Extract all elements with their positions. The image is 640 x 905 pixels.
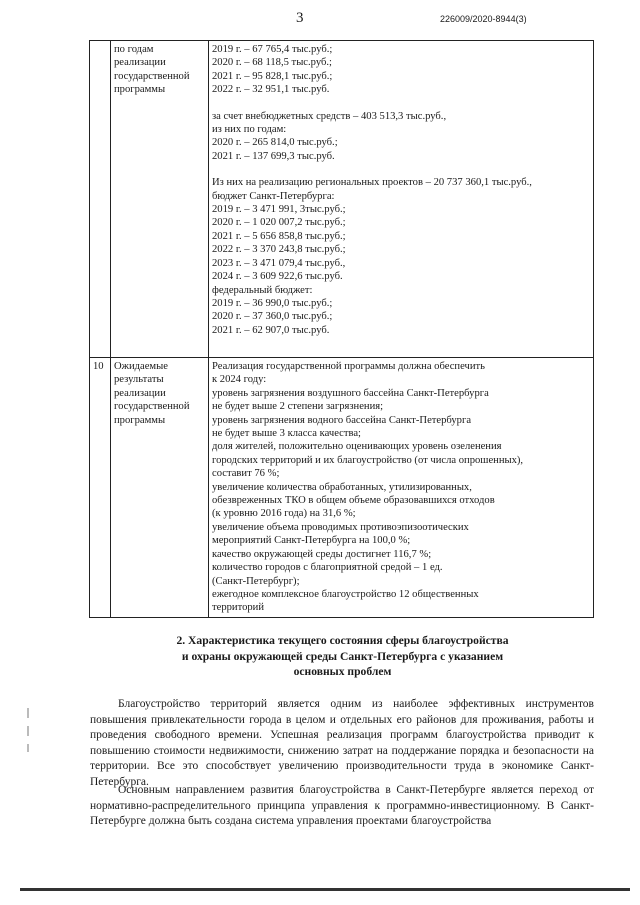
text-line: городских территорий и их благоустройство (от числа опрошенных), [212,454,524,466]
text-line: 2022 г. – 32 951,1 тыс.руб. [212,84,330,96]
row-number-cell: 10 [90,358,111,618]
text-line: результаты [114,374,164,386]
text-line: территорий [212,602,265,614]
text-line [212,97,590,110]
text-line: доля жителей, положительно оценивающих уровень озеленения [212,441,502,453]
text-line: к 2024 году: [212,374,267,386]
text-line: Из них на реализацию региональных проектов – 20 737 360,1 тыс.руб., [212,177,532,189]
text-line: государственной [114,70,190,82]
text-line: уровень загрязнения водного бассейна Санкт-Петербурга [212,414,472,426]
text-line: 2019 г. – 36 990,0 тыс.руб.; [212,297,333,309]
table-row-results [90,358,594,618]
text-line: (к уровню 2016 года) на 31,6 %; [212,508,356,520]
text-line: увеличение объема проводимых противоэпизоотических [212,521,469,533]
section-title-line: основных проблем [293,665,392,678]
text-line: Ожидаемые [114,361,168,372]
text-line: реализации [114,387,166,399]
text-line: не будет выше 2 степени загрязнения; [212,401,384,413]
margin-mark [27,744,29,752]
paragraph: Благоустройство территорий является одним из наиболее эффективных инструментов повышения привлекательности города в целом и отдельных его районов для проживания, работы и проведения свободного времени. Успешная реализация программ благоустройства приводит к повышению стоимости недвижимости, снижению затрат на поддержание порядка и безопасности на территории. Все это способствует увеличению производительности труда в экономике Санкт-Петербурга. [90,698,594,788]
text-line: 2020 г. – 37 360,0 тыс.руб.; [212,311,333,323]
text-line: 2021 г. – 137 699,3 тыс.руб. [212,150,335,162]
row-content-cell [209,358,594,618]
text-line: не будет выше 3 класса качества; [212,428,361,440]
text-line: 2023 г. – 3 471 079,4 тыс.руб., [212,257,346,269]
text-line: составит 76 %; [212,468,280,480]
text-line: 2022 г. – 3 370 243,8 тыс.руб.; [212,244,346,256]
text-line: государственной [114,401,190,413]
text-line: 2021 г. – 5 656 858,8 тыс.руб.; [212,230,346,242]
paragraph: Основным направлением развития благоустройства в Санкт-Петербурге является переход от нормативно-распределительного принципа управления к программно-инвестиционному. В Санкт-Петербурге должна быть создана система управления проектами благоустройства [90,784,594,827]
text-line: 2020 г. – 68 118,5 тыс.руб.; [212,57,332,69]
text-line: ежегодное комплексное благоустройство 12 общественных [212,588,479,600]
row-number-cell [90,41,111,358]
text-line: бюджет Санкт-Петербурга: [212,190,335,202]
text-line [212,163,590,176]
text-line: мероприятий Санкт-Петербурга на 100,0 %; [212,535,411,547]
text-line: количество городов с благоприятной средой – 1 ед. [212,562,443,574]
text-line: качество окружающей среды достигнет 116,7 %; [212,548,432,560]
text-line: за счет внебюджетных средств – 403 513,3 тыс.руб., [212,110,447,122]
text-line: по годам [114,44,154,55]
section-title [90,633,595,680]
row-label-cell [111,41,209,358]
section-title-line: 2. Характеристика текущего состояния сферы благоустройства [176,634,509,647]
text-line: 2019 г. – 3 471 991, 3тыс.руб.; [212,204,346,216]
page-number: 3 [296,10,304,26]
text-line: (Санкт-Петербург); [212,575,300,587]
text-line: Реализация государственной программы должна обеспечить [212,361,485,372]
margin-mark [27,708,29,718]
text-line: 2021 г. – 95 828,1 тыс.руб.; [212,70,333,82]
text-line: программы [114,414,166,426]
section-title-line: и охраны окружающей среды Санкт-Петербурга с указанием [181,649,504,663]
text-line: 2019 г. – 67 765,4 тыс.руб.; [212,44,333,55]
table-row-funding [90,41,594,358]
document-id: 226009/2020-8944(3) [440,14,527,24]
text-line: федеральный бюджет: [212,284,313,296]
scan-edge-line [20,888,630,891]
text-line: программы [114,84,166,96]
text-line: 2024 г. – 3 609 922,6 тыс.руб. [212,271,343,283]
row-label-cell [111,358,209,618]
row-content-cell [209,41,594,358]
margin-mark [27,726,29,736]
text-line: 2021 г. – 62 907,0 тыс.руб. [212,324,330,336]
text-line: из них по годам: [212,124,287,136]
text-line: 2020 г. – 265 814,0 тыс.руб.; [212,137,338,149]
text-line: уровень загрязнения воздушного бассейна Санкт-Петербурга [212,387,489,399]
text-line: реализации [114,57,166,69]
text-line: увеличение количества обработанных, утилизированных, [212,481,472,493]
text-line: 2020 г. – 1 020 007,2 тыс.руб.; [212,217,346,229]
text-line: обезвреженных ТКО в общем объеме образовавшихся отходов [212,495,495,507]
program-passport-table [89,40,594,618]
